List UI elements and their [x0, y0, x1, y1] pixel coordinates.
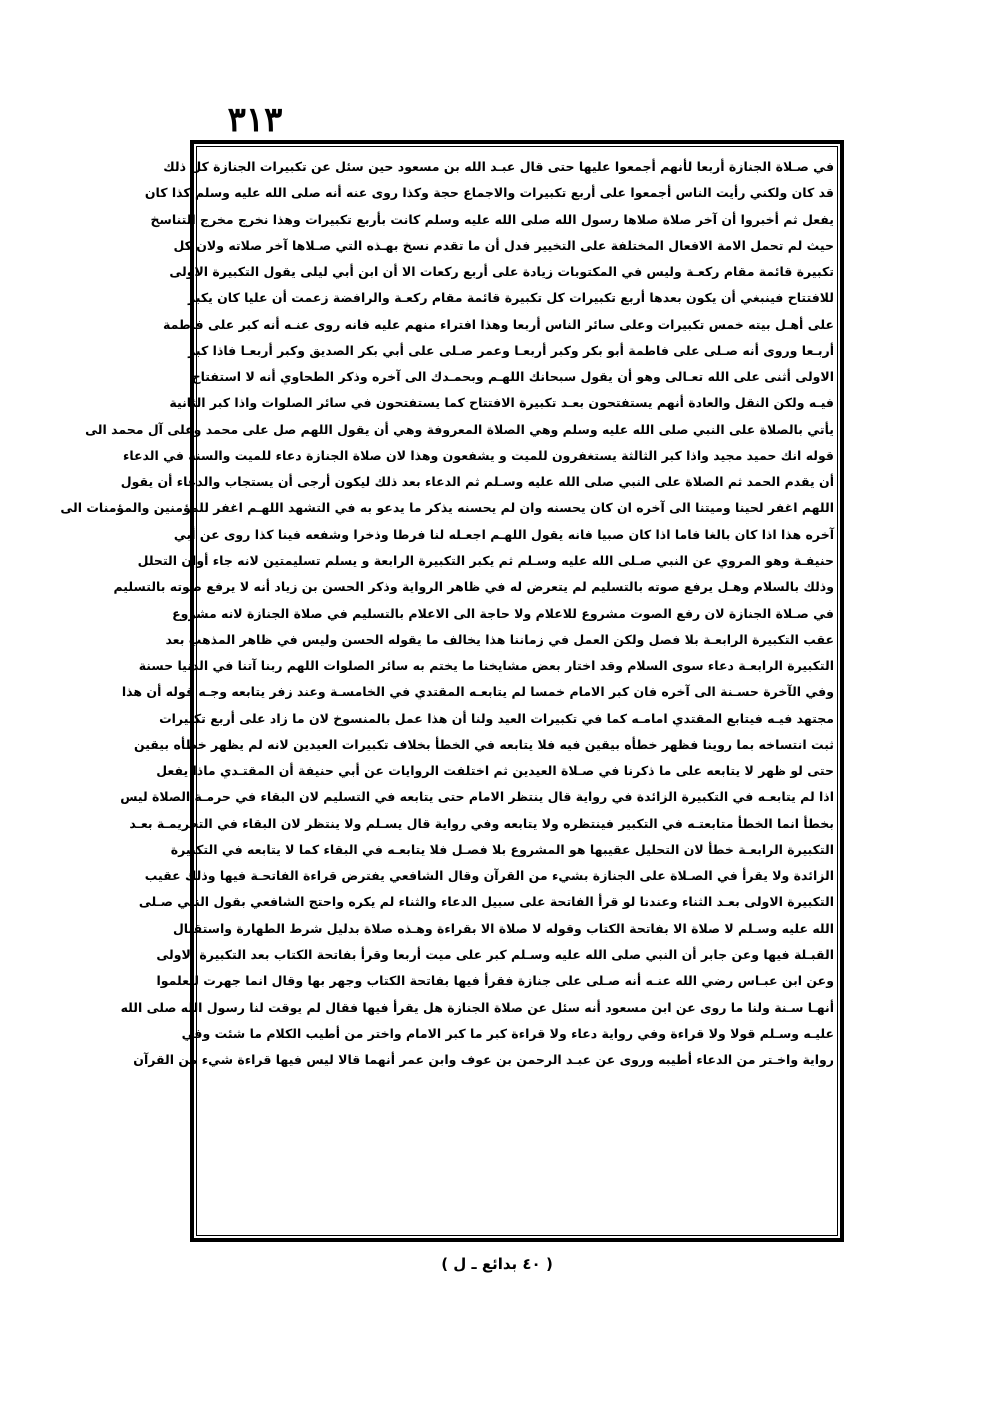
- text-line: يأتي بالصلاة على النبي صلى الله عليه وسلم وهي الصلاة المعروفة وهي أن يقول اللهم صل على محمد وعلى آل محمد الى: [85, 421, 834, 437]
- text-line: عليـه وسـلم قولا ولا قراءة وفي رواية دعاء ولا قراءة كبر ما كبر الامام واختر من أطيب الكلام ما شئت وفي: [181, 1025, 834, 1041]
- footer-signature: ( ٤٠ بدائع ـ ل ): [441, 1255, 553, 1273]
- text-line: الله عليه وسـلم لا صلاة الا بفاتحة الكتاب وقوله لا صلاة الا بقراءة وهـذه صلاة بدليل شرط الطهارة واستقبال: [172, 920, 834, 936]
- text-line: في صـلاة الجنازة أربعا لأنهم أجمعوا عليها حتى قال عبـد الله بن مسعود حين سئل عن تكبيرات الجنازة كل ذلك: [163, 159, 834, 174]
- text-line: مجتهد فيـه فيتابع المقتدي امامـه كما في تكبيرات العيد ولنا أن هذا عمل بالمنسوخ لان ما زاد على أربع تكبيرات: [159, 710, 834, 726]
- text-line: أن يقدم الحمد ثم الصلاة على النبي صلى الله عليه وسـلم ثم الدعاء بعد ذلك ليكون أرجى أن يستجاب والدعاء أن يقول: [120, 474, 834, 490]
- text-line: ثبت انتساخه بما روينا فظهر خطأه بيقين فيه فلا يتابعه في الخطأ بخلاف تكبيرات العيدين لانه لم يظهر خطأه بيقين: [133, 736, 834, 752]
- text-line: أنهـا سـنة ولنا ما روى عن ابن مسعود أنه سئل عن صلاة الجنازة هل يقرأ فيها فقال لم يوقت لنا رسول الله صلى الله: [120, 999, 834, 1015]
- text-line: وعن ابن عبـاس رضي الله عنـه أنه صـلى على جنازة فقرأ فيها بفاتحة الكتاب وجهر بها وقال انما جهرت لتعلموا: [156, 973, 834, 989]
- text-line: حنيفـة وهو المروي عن النبي صـلى الله عليه وسـلم ثم يكبر التكبيرة الرابعة و يسلم تسليمتين لانه جاء أوان التحلل: [137, 552, 834, 568]
- text-line: التكبيرة الرابعـة دعاء سوى السلام وقد اختار بعض مشايخنا ما يختم به سائر الصلوات اللهم ربنا آتنا في الدنيا حسنة: [138, 658, 834, 674]
- text-line: آخره هذا اذا كان بالغا فاما اذا كان صبيا فانه يقول اللهـم اجعـله لنا فرطا وذخرا وشفعه فينا كذا روى عن أبي: [173, 526, 834, 542]
- main-text-block: [60, 154, 834, 1232]
- text-line: حتى لو ظهر لا يتابعه على ما ذكرنا في صـلاة العيدين ثم اختلفت الروايات عن أبي حنيفة أن المقتـدي ماذا يفعل: [156, 763, 834, 779]
- text-line: يفعل ثم أخبروا أن آخر صلاة صلاها رسول الله صلى الله عليه وسلم كانت بأربع تكبيرات وهذا نخرج مخرج التناسخ: [150, 211, 834, 227]
- text-line: وفي الآخرة حسـنة الى آخره فان كبر الامام خمسا لم يتابعـه المقتدي في الخامسـة وعند زفر يتابعه وجـه قوله أن هذا: [121, 684, 834, 700]
- text-line: بخطأ انما الخطأ متابعتـه في التكبير فينتظره ولا يتابعه وفي رواية قال يسـلم ولا ينتظر لان البقاء في التحريمـة بعـد: [129, 815, 834, 831]
- text-line: في صـلاة الجنازة لان رفع الصوت مشروع للاعلام ولا حاجة الى الاعلام بالتسليم في صلاة الجنازة لانه مشروع: [172, 605, 834, 621]
- text-line: اذا لم يتابعـه في التكبيرة الزائدة في رواية قال ينتظر الامام حتى يتابعه في التسليم لان البقاء في حرمـة الصلاة ليس: [120, 789, 834, 805]
- text-line: وذلك بالسلام وهـل يرفع صوته بالتسليم لم يتعرض له في ظاهر الرواية وذكر الحسن بن زياد أنه لا يرفع صوته بالتسليم: [113, 579, 834, 595]
- text-line: قوله انك حميد مجيد واذا كبر الثالثة يستغفرون للميت و يشفعون وهذا لان صلاة الجنازة دعاء للميت والسنة في الدعاء: [122, 447, 834, 463]
- text-line: اللهم اغفر لحينا وميتنا الى آخره ان كان يحسنه وان لم يحسنه يذكر ما يدعو به في التشهد اللهـم اغفر للمؤمنين والمؤمنات الى: [60, 500, 834, 516]
- text-line: التكبيرة الاولى بعـد الثناء وعندنا لو قرأ الفاتحة على سبيل الدعاء والثناء لم يكره واحتج الشافعي بقول النبي صـلى: [138, 894, 834, 910]
- text-line: الاولى أثنى على الله تعـالى وهو أن يقول سبحانك اللهـم وبحمـدك الى آخره وذكر الطحاوي أنه لا استفتاح: [191, 369, 834, 385]
- text-line: على أهـل بيته خمس تكبيرات وعلى سائر الناس أربعا وهذا افتراء منهم عليه فانه روى عنـه أنه كبر على فاطمة: [162, 316, 834, 332]
- text-line: للافتتاح فينبغي أن يكون بعدها أربع تكبيرات كل تكبيرة قائمة مقام ركعـة والرافضة زعمت أن عليا كان يكبر: [187, 290, 834, 306]
- text-line: رواية واخـتر من الدعاء أطيبه وروى عن عبـد الرحمن بن عوف وابن عمر أنهما قالا ليس فيها قراءة شيء من القرآن: [133, 1052, 834, 1068]
- text-line: قد كان ولكني رأيت الناس أجمعوا على أربع تكبيرات والاجماع حجة وكذا روى عنه أنه صلى الله عليه وسلم كذا كان: [144, 185, 834, 201]
- text-line: القبـلة فيها وعن جابر أن النبي صلى الله عليه وسـلم كبر على ميت أربعا وقرأ بفاتحة الكتاب بعد التكبيرة الاولى: [156, 946, 834, 962]
- text-line: أربـعا وروى أنه صـلى على فاطمة أبو بكر وكبر أربعـا وعمر صـلى على أبي بكر الصديق وكبر أربعـا فاذا كبر: [188, 342, 834, 358]
- text-line: عقب التكبيرة الرابعـة بلا فصل ولكن العمل في زماننا هذا يخالف ما يقوله الحسن وليس في ظاهر المذهب بعد: [165, 631, 834, 647]
- text-line: فيـه ولكن النقل والعادة أنهم يستفتحون بعـد تكبيرة الافتتاح كما يستفتحون في سائر الصلوات واذا كبر الثانية: [169, 395, 834, 411]
- text-line: التكبيرة الرابعـة خطأ لان التحليل عقيبها هو المشروع بلا فصـل فلا يتابعـه في البقاء كما لا يتابعه في التكبيرة: [170, 841, 834, 857]
- page-number: ٣١٣: [227, 100, 283, 140]
- text-line: الزائدة ولا يقرأ في الصـلاة على الجنازة بشيء من القرآن وقال الشافعي يفترض قراءة الفاتحـة فيها وذلك عقيب: [144, 868, 834, 884]
- text-line: تكبيرة قائمة مقام ركعـة وليس في المكتوبات زيادة على أربع ركعات الا أن ابن أبي ليلى يقول التكبيرة الاولى: [169, 264, 834, 280]
- text-line: حيث لم تحمل الامة الافعال المختلفة على التخيير فدل أن ما تقدم نسخ بهـذه التي صـلاها آخر صلاته ولان كل: [173, 237, 834, 253]
